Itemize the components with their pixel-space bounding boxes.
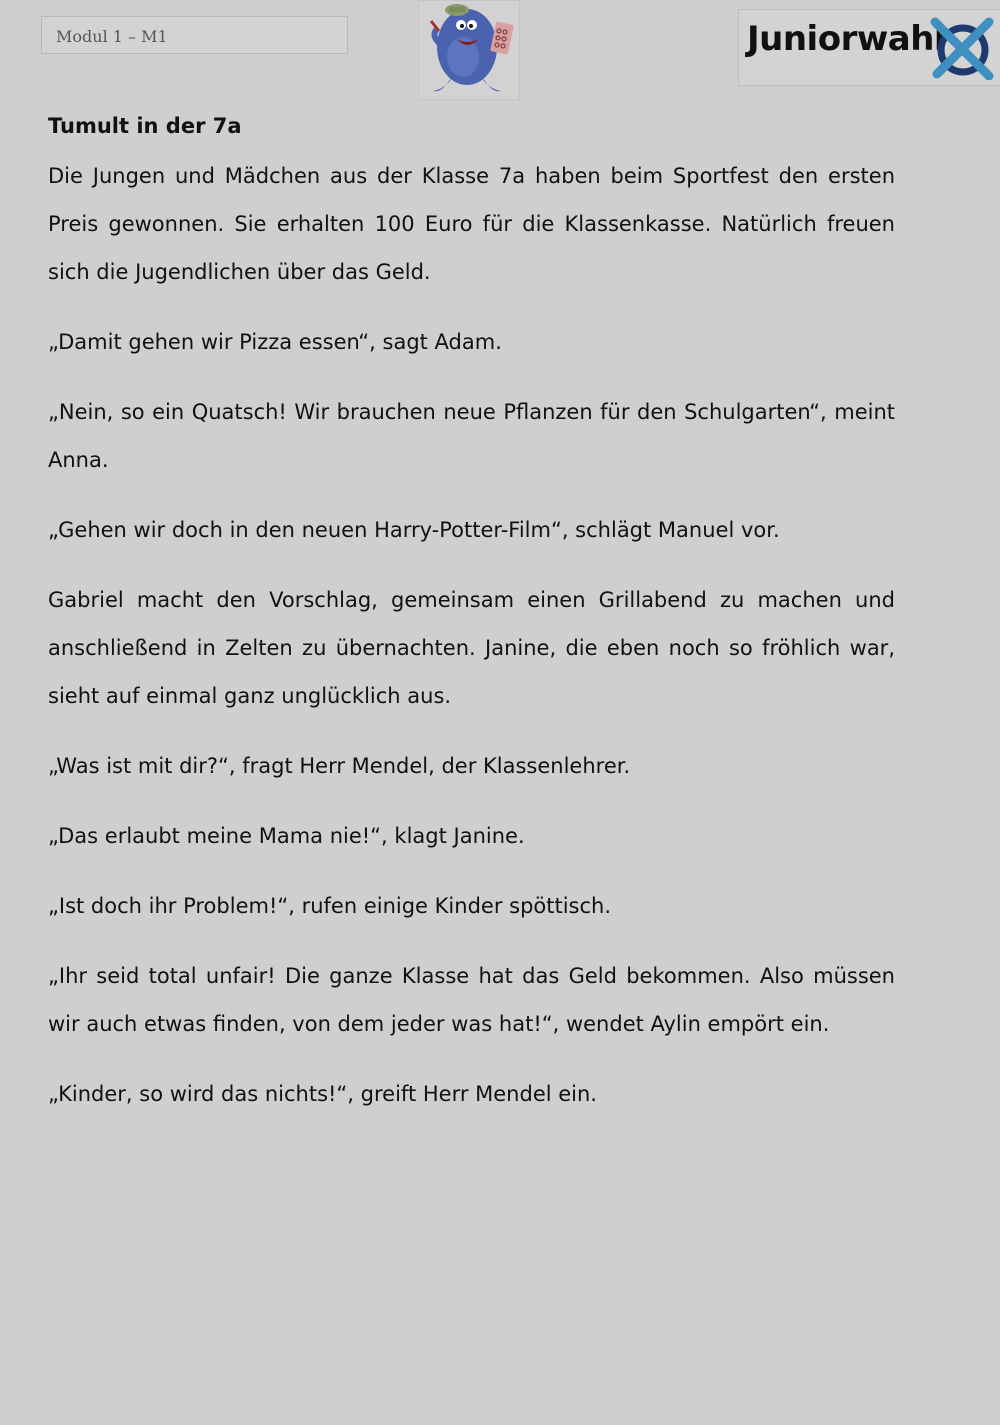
mascot-icon — [419, 1, 519, 99]
paragraph: „Kinder, so wird das nichts!“, greift Herr Mendel ein. — [48, 1082, 597, 1106]
paragraph: „Gehen wir doch in den neuen Harry-Potter-Film“, schlägt Manuel vor. — [48, 518, 780, 542]
paragraph: „Damit gehen wir Pizza essen“, sagt Adam. — [48, 330, 502, 354]
document-body — [48, 108, 895, 1140]
paragraph: „Nein, so ein Quatsch! Wir brauchen neue Pflanzen für den Schulgarten“, meint Anna. — [48, 400, 895, 472]
logo-text: Juniorwahl — [747, 19, 946, 59]
paragraph: Die Jungen und Mädchen aus der Klasse 7a haben beim Sportfest den ersten Preis gewonnen. Sie erhalten 100 Euro für die Klassenkasse. Natürlich freuen sich die Jugendlichen über das Geld. — [48, 164, 895, 284]
ballot-cross-icon — [929, 16, 995, 80]
paragraph: „Ist doch ihr Problem!“, rufen einige Kinder spöttisch. — [48, 894, 612, 918]
juniorwahl-logo — [738, 9, 1000, 86]
paragraph: „Ihr seid total unfair! Die ganze Klasse hat das Geld bekommen. Also müssen wir auch etwas finden, von dem jeder was hat!“, wendet Aylin empört ein. — [48, 964, 895, 1036]
paragraph: „Was ist mit dir?“, fragt Herr Mendel, der Klassenlehrer. — [48, 754, 631, 778]
document-title: Tumult in der 7a — [48, 114, 242, 138]
paragraph: Gabriel macht den Vorschlag, gemeinsam einen Grillabend zu machen und anschließend in Zelten zu übernachten. Janine, die eben noch so fröhlich war, sieht auf einmal ganz unglücklich aus. — [48, 588, 895, 708]
paragraph: „Das erlaubt meine Mama nie!“, klagt Janine. — [48, 824, 525, 848]
mascot-image — [418, 0, 520, 100]
module-label-box — [41, 16, 348, 54]
module-label: Modul 1 – M1 — [56, 27, 168, 46]
